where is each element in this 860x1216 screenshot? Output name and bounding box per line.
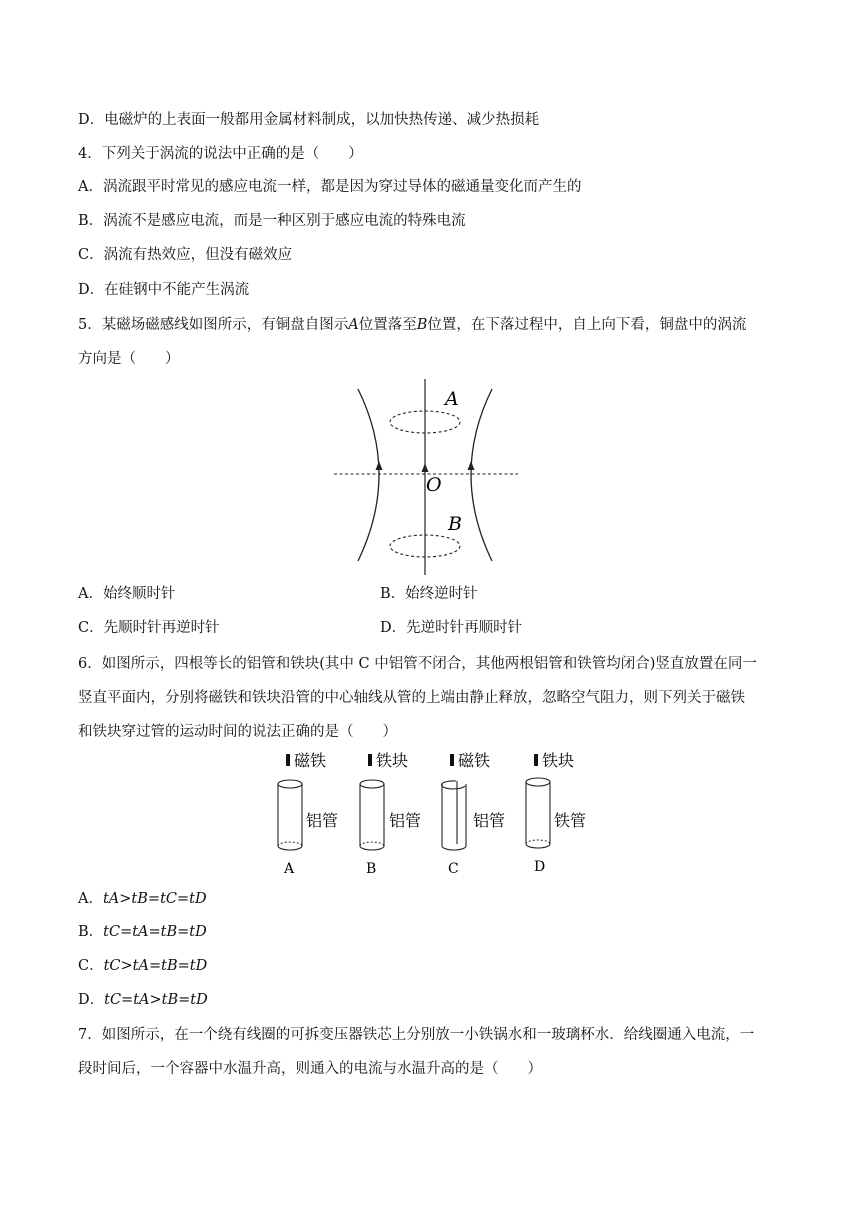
- q6-option-b-label: B．: [78, 924, 104, 940]
- q6-tube-a-top-label: 磁铁: [294, 751, 327, 770]
- q6-option-a-expr: tA>tB=tC=tD: [102, 891, 207, 907]
- q6-option-c-label: C．: [78, 958, 104, 974]
- q5-stem-line2: 方向是（ ）: [78, 351, 180, 367]
- q6-option-c: [78, 956, 207, 976]
- q6-option-b-expr: tC=tA=tB=tD: [103, 924, 207, 940]
- q5-label-b: B: [448, 513, 462, 535]
- q3-option-d: D．电磁炉的上表面一般都用金属材料制成，以加快热传递、减少热损耗: [78, 112, 540, 128]
- q6-option-d: [78, 990, 208, 1010]
- q6-tube-a-object-icon: [286, 754, 290, 766]
- q6-tube-c-side-label: 铝管: [473, 811, 506, 830]
- q5-stem-pre: 5．某磁场磁感线如图所示，有铜盘自图示: [78, 317, 349, 333]
- q6-tube-b-letter: B: [366, 861, 377, 877]
- q5-field-figure: [330, 375, 522, 581]
- q6-tube-b-object-icon: [368, 754, 372, 766]
- q6-tube-d-object-icon: [534, 754, 538, 766]
- q4-stem: 4．下列关于涡流的说法中正确的是（ ）: [78, 146, 363, 162]
- q7-stem-line2: 段时间后，一个容器中水温升高，则通入的电流与水温升高的是（ ）: [78, 1061, 542, 1077]
- q5-stem-post: 位置，在下落过程中，自上向下看，铜盘中的涡流: [427, 317, 747, 333]
- q5-stem-var-a: A: [348, 317, 359, 333]
- q6-tube-c: [441, 751, 505, 877]
- q6-option-d-expr: tC=tA>tB=tD: [104, 992, 208, 1008]
- q5-option-c: C．先顺时针再逆时针: [78, 620, 220, 636]
- q6-tube-a-letter: A: [284, 861, 295, 877]
- q5-stem-var-b: B: [416, 317, 428, 333]
- q5-right-arrow: [468, 461, 475, 470]
- q4-option-c: C．涡流有热效应，但没有磁效应: [78, 247, 293, 263]
- q4-option-d: D．在硅钢中不能产生涡流: [78, 282, 250, 298]
- q7-stem-line1: 7．如图所示，在一个绕有线圈的可拆变压器铁芯上分别放一小铁锅水和一玻璃杯水．给线圈通入电流，一: [78, 1027, 755, 1043]
- q4-option-b: B．涡流不是感应电流，而是一种区别于感应电流的特殊电流: [78, 213, 466, 229]
- q6-option-c-expr: tC>tA=tB=tD: [103, 958, 208, 974]
- q6-stem-line1: 6．如图所示，四根等长的铝管和铁块(其中 C 中铝管不闭合，其他两根铝管和铁管均闭合)竖直放置在同一: [78, 656, 757, 672]
- q6-tube-b: [360, 751, 421, 877]
- q4-option-a: A．涡流跟平时常见的感应电流一样，都是因为穿过导体的磁通量变化而产生的: [78, 179, 582, 195]
- q5-center-arrow: [422, 463, 429, 472]
- q6-tube-b-top-label: 铁块: [376, 751, 409, 770]
- q5-stem-line1: [78, 315, 746, 335]
- q6-stem-line2: 竖直平面内，分别将磁铁和铁块沿管的中心轴线从管的上端由静止释放，忽略空气阻力，则下列关于磁铁: [78, 690, 745, 706]
- q6-tube-c-letter: C: [448, 861, 459, 877]
- q6-tube-a: [278, 751, 338, 877]
- q5-label-a: A: [445, 388, 459, 410]
- q6-tube-d: [526, 751, 586, 875]
- q5-left-arrow: [376, 461, 383, 470]
- q6-option-a-label: A．: [78, 891, 103, 907]
- q5-option-d: D．先逆时针再顺时针: [380, 620, 523, 636]
- q6-option-d-label: D．: [78, 992, 105, 1008]
- q6-tube-a-side-label: 铝管: [306, 811, 339, 830]
- q5-label-o: O: [426, 474, 442, 496]
- q6-tube-d-letter: D: [534, 859, 546, 875]
- q6-option-a: [78, 889, 207, 909]
- q5-option-a: A．始终顺时针: [78, 586, 176, 602]
- q6-tube-b-side-label: 铝管: [389, 811, 422, 830]
- q5-right-field-line: [471, 389, 492, 561]
- q5-left-field-line: [358, 389, 379, 561]
- q6-tube-c-top-label: 磁铁: [458, 751, 491, 770]
- q6-tubes-figure: [270, 748, 600, 880]
- q6-stem-line3: 和铁块穿过管的运动时间的说法正确的是（ ）: [78, 724, 397, 740]
- q6-option-b: [78, 922, 207, 942]
- q5-option-b: B．始终逆时针: [380, 586, 478, 602]
- q6-tube-d-top-label: 铁块: [542, 751, 575, 770]
- q5-stem-mid: 位置落至: [358, 317, 417, 333]
- q6-tube-d-side-label: 铁管: [554, 811, 587, 830]
- q6-tube-c-object-icon: [450, 754, 454, 766]
